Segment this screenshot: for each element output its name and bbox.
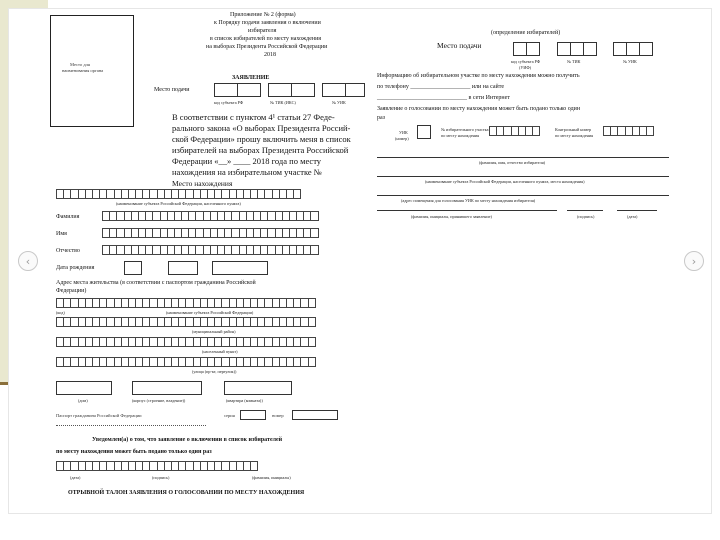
right-header: (определение избирателей) — [491, 30, 561, 36]
passport-label: Паспорт гражданина Российской Федерации — [56, 413, 142, 418]
name-label: Имя — [56, 231, 67, 237]
right-uik-cell-2[interactable] — [626, 42, 640, 56]
comb-cell[interactable] — [310, 211, 318, 221]
comb-cell[interactable] — [308, 357, 316, 367]
right-place-label: Место подачи — [437, 41, 482, 50]
precinct-sub: по месту нахождения — [441, 133, 480, 138]
header-line-6: 2018 — [264, 52, 276, 58]
body-line-4: избирателей на выборах Президента Российской — [172, 145, 349, 155]
tear-off-title: ОТРЫВНОЙ ТАЛОН ЗАЯВЛЕНИЯ О ГОЛОСОВАНИИ ПО МЕСТУ НАХОЖДЕНИЯ — [68, 490, 305, 496]
building-caption: (корпус (строение, владение)) — [132, 398, 186, 403]
uik-sub: (номер) — [395, 136, 409, 141]
uik-label: УИК — [399, 130, 408, 135]
comb-cell[interactable] — [310, 228, 318, 238]
control-number-label: Контрольный номер — [555, 127, 592, 132]
name-cells[interactable] — [102, 228, 318, 238]
right-code-sub: (УИФ) — [519, 65, 532, 70]
dob-label: Дата рождения — [56, 265, 95, 271]
form-title: ЗАЯВЛЕНИЕ — [232, 75, 270, 81]
address-district-caption: (муниципальный район) — [192, 329, 236, 334]
signature-caption: (подпись) — [152, 475, 170, 480]
house-cell[interactable] — [56, 381, 112, 395]
tik-code-cell-2[interactable] — [291, 83, 315, 97]
comb-cell[interactable] — [310, 245, 318, 255]
body-line-5: Федерации «__» ____ 2018 года по месту — [172, 156, 322, 166]
header-line-1: Приложение № 2 (форма) — [230, 12, 296, 18]
tik-code-cell-1[interactable] — [268, 83, 292, 97]
precinct-label: № избирательного участка — [441, 127, 489, 132]
passport-number-label: номер — [272, 413, 284, 418]
once-note: Заявление о голосовании по месту нахождения может быть подано только один — [377, 106, 581, 112]
comb-cell[interactable] — [308, 317, 316, 327]
body-line-3: ской Федерации» прошу включить меня в список — [172, 134, 351, 144]
location-label: Место нахождения — [172, 179, 233, 188]
dob-month[interactable] — [168, 261, 198, 275]
address-district-cells[interactable] — [56, 317, 315, 327]
postal-code-caption: (код) — [56, 310, 65, 315]
header-line-2: к Порядку подачи заявления о включении — [214, 20, 321, 26]
patronymic-label: Отчество — [56, 248, 80, 254]
apartment-cell[interactable] — [224, 381, 292, 395]
date-caption: (дата) — [70, 475, 81, 480]
uik-code-caption: № УИК — [332, 100, 346, 105]
body-line-2: рального закона «О выборах Президента Россий- — [172, 123, 351, 133]
comb-cell[interactable] — [646, 126, 654, 136]
control-number-sub: по месту нахождения — [555, 133, 594, 138]
body-line-1: В соответствии с пунктом 4¹ статьи 27 Феде- — [172, 112, 335, 122]
place-label: Место подачи — [154, 87, 190, 93]
right-uik-caption: № УИК — [623, 59, 637, 64]
surname-cells[interactable] — [102, 211, 318, 221]
header-line-5: на выборах Президента Российской Федерации — [206, 44, 328, 50]
right-region-cell-2[interactable] — [526, 42, 540, 56]
member-caption: (фамилия, инициалы, принявшего заявление) — [411, 214, 492, 219]
once-note-2: раз — [377, 115, 386, 121]
tik-code-caption: № ТИК (ИКС) — [270, 100, 296, 105]
right-tik-caption: № ТИК — [567, 59, 581, 64]
next-slide-button[interactable]: › — [684, 251, 704, 271]
header-line-4: в список избирателей по месту нахождения — [210, 36, 322, 42]
patronymic-cells[interactable] — [102, 245, 318, 255]
passport-number-cell[interactable] — [292, 410, 338, 420]
location-cells[interactable] — [56, 189, 300, 199]
right-uik-cell-1[interactable] — [613, 42, 627, 56]
authority-caption-2: наименования органа — [62, 68, 104, 73]
form-page-left — [42, 9, 372, 513]
voter-location-caption: (наименование субъекта Российской Федерации, населенного пункта, места нахождения) — [425, 179, 585, 184]
voter-location-line — [377, 176, 669, 177]
uik-code-cell-1[interactable] — [322, 83, 346, 97]
prev-slide-button[interactable]: ‹ — [18, 251, 38, 271]
voter-name-caption: (фамилия, имя, отчество избирателя) — [479, 160, 546, 165]
control-number-cells[interactable] — [603, 126, 653, 136]
passport-series-cell[interactable] — [240, 410, 266, 420]
comb-cell[interactable] — [308, 337, 316, 347]
authority-caption-1: Место для — [70, 62, 90, 67]
comb-cell[interactable] — [250, 461, 258, 471]
info-line-1: Информацию об избирательном участке по месту нахождения можно получить — [377, 73, 580, 79]
uik-address-caption: (адрес помещения для голосования УИК по месту нахождения избирателя) — [401, 198, 536, 203]
region-code-cell-2[interactable] — [237, 83, 261, 97]
slide — [9, 9, 711, 513]
house-caption: (дом) — [78, 398, 88, 403]
member-signature-caption: (подпись) — [577, 214, 595, 219]
member-name-line — [377, 210, 557, 211]
right-tik-cell-1[interactable] — [557, 42, 571, 56]
notice-line-1: Уведомлен(а) о том, что заявление о включении в список избирателей — [92, 437, 283, 443]
building-cell[interactable] — [132, 381, 202, 395]
region-code-cell-1[interactable] — [214, 83, 238, 97]
right-uik-cell-3[interactable] — [639, 42, 653, 56]
voter-name-line — [377, 157, 669, 158]
comb-cell[interactable] — [308, 298, 316, 308]
right-tik-cell-3[interactable] — [583, 42, 597, 56]
info-line-2: по телефону ____________________ или на сайте — [377, 84, 505, 90]
right-region-caption: код субъекта РФ — [511, 59, 541, 64]
date-cells[interactable] — [56, 461, 257, 471]
address-street-cells[interactable] — [56, 357, 315, 367]
uik-number-cell[interactable] — [417, 125, 431, 139]
address-street-caption: (улица (пр-кт, переулок)) — [192, 369, 237, 374]
address-locality-cells[interactable] — [56, 337, 315, 347]
uik-address-line — [377, 195, 669, 196]
passport-issued-line — [56, 425, 206, 426]
dob-day[interactable] — [124, 261, 142, 275]
location-caption: (наименование субъекта Российской Федерации, населенного пункта) — [116, 201, 241, 206]
address-label-2: Федерации) — [56, 288, 87, 294]
uik-code-cell-2[interactable] — [345, 83, 365, 97]
address-region-cells[interactable] — [56, 298, 315, 308]
form-page-right — [371, 9, 711, 249]
right-region-cell-1[interactable] — [513, 42, 527, 56]
notice-line-2: по месту нахождения может быть подано только один раз — [56, 449, 212, 455]
info-line-3: ______________________________ в сети Интернет — [377, 95, 510, 101]
comb-cell[interactable] — [532, 126, 540, 136]
fullname-caption: (фамилия, инициалы) — [252, 475, 291, 480]
passport-series-label: серия — [224, 413, 235, 418]
address-label: Адрес места жительства (в соответствии с паспортом гражданина Российской — [56, 280, 256, 286]
surname-label: Фамилия — [56, 214, 80, 220]
dob-year[interactable] — [212, 261, 268, 275]
member-date-caption: (дата) — [627, 214, 638, 219]
header-line-3: избирателя — [248, 28, 277, 34]
address-locality-caption: (населенный пункт) — [202, 349, 238, 354]
apartment-caption: (квартира (комната)) — [226, 398, 263, 403]
precinct-cells[interactable] — [489, 126, 539, 136]
address-region-caption: (наименование субъекта Российской Федерации) — [166, 310, 254, 315]
region-code-caption: код субъекта РФ — [214, 100, 244, 105]
comb-cell[interactable] — [293, 189, 301, 199]
body-line-6: нахождения на избирательном участке № — [172, 167, 322, 177]
right-tik-cell-2[interactable] — [570, 42, 584, 56]
member-signature-line — [567, 210, 603, 211]
member-date-line — [617, 210, 657, 211]
